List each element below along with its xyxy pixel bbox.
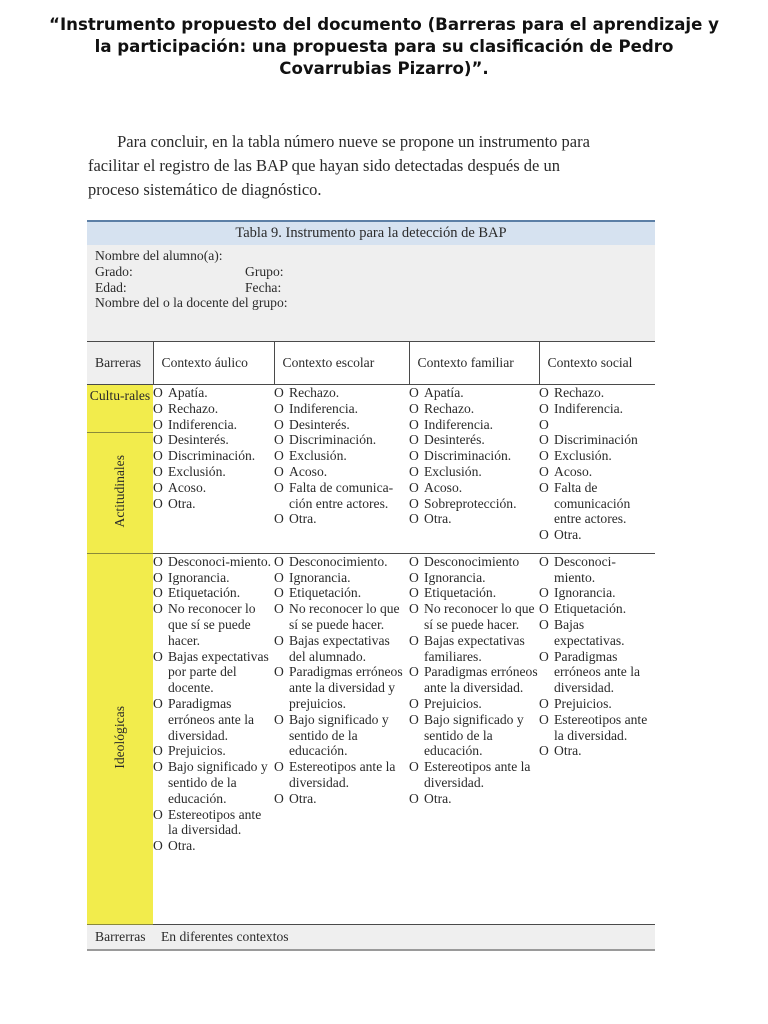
option-item (409, 759, 539, 791)
option-item (274, 791, 409, 807)
age-label: Edad: (95, 279, 127, 295)
option-text: Ignorancia. (554, 585, 616, 601)
option-text: Etiquetación. (424, 585, 497, 601)
option-bullet: O (539, 601, 549, 617)
option-text: Acoso. (424, 479, 463, 495)
option-item (409, 601, 539, 633)
option-bullet: O (539, 400, 549, 416)
option-text: Apatía. (168, 385, 208, 400)
option-text: Acoso. (168, 479, 207, 495)
grade-label: Grado: (95, 263, 133, 279)
label-ideologicas: Ideológicas (87, 553, 153, 924)
label-actitudinales: Actitudinales (87, 432, 153, 553)
option-item (539, 649, 655, 696)
option-text: Desinterés. (289, 416, 350, 432)
option-bullet: O (153, 569, 163, 585)
option-text: Otra. (289, 790, 317, 806)
option-bullet: O (274, 385, 284, 400)
option-bullet: O (409, 511, 419, 527)
option-text: Exclusión. (168, 463, 226, 479)
cell-actitudinales-familiar (409, 432, 539, 553)
option-text: Ignorancia. (289, 569, 351, 585)
option-bullet: O (409, 569, 419, 585)
option-bullet: O (539, 585, 549, 601)
option-item (153, 554, 274, 570)
option-item (539, 448, 655, 464)
option-bullet: O (409, 479, 419, 495)
option-bullet: O (153, 838, 163, 854)
option-item (274, 511, 409, 527)
option-text: Bajo significado y sentido de la educación. (289, 711, 389, 759)
option-item (539, 585, 655, 601)
header-contexto-social: Contexto social (539, 342, 655, 385)
option-bullet: O (539, 617, 549, 633)
option-item (409, 480, 539, 496)
cell-ideologicas-aulico (153, 553, 274, 924)
cell-ideologicas-familiar (409, 553, 539, 924)
option-bullet: O (274, 664, 284, 680)
option-text: Otra. (168, 838, 196, 854)
option-item (409, 464, 539, 480)
option-bullet: O (409, 495, 419, 511)
option-item (539, 527, 655, 543)
option-text: Otra. (554, 527, 582, 543)
option-bullet: O (409, 400, 419, 416)
option-text: Desconoci-miento. (168, 553, 272, 569)
option-item (409, 570, 539, 586)
table-footer-row (87, 924, 655, 950)
option-bullet: O (153, 463, 163, 479)
option-item (409, 554, 539, 570)
option-text: Discriminación (554, 432, 638, 448)
option-item (274, 385, 409, 401)
option-bullet: O (274, 416, 284, 432)
option-bullet: O (274, 632, 284, 648)
cell-culturales-social (539, 385, 655, 433)
option-item (539, 617, 655, 649)
option-item (409, 511, 539, 527)
option-item (153, 649, 274, 696)
table-header-row (87, 342, 655, 385)
option-bullet: O (153, 400, 163, 416)
option-text: Etiquetación. (168, 585, 241, 601)
option-text (554, 417, 655, 433)
option-bullet: O (409, 432, 419, 448)
option-text: Desinterés. (424, 432, 485, 448)
option-item (153, 448, 274, 464)
option-item (274, 464, 409, 480)
option-bullet: O (274, 585, 284, 601)
option-item (539, 417, 655, 433)
option-bullet: O (539, 479, 549, 495)
option-bullet: O (274, 790, 284, 806)
option-bullet: O (153, 495, 163, 511)
option-text: Rechazo. (554, 385, 605, 400)
option-text: Paradigmas erróneos ante la diversidad. (424, 664, 538, 696)
option-text: Discriminación. (424, 448, 512, 464)
option-item (153, 496, 274, 512)
cell-actitudinales-escolar (274, 432, 409, 553)
option-bullet: O (153, 759, 163, 775)
option-item (274, 601, 409, 633)
option-text: Indiferencia. (289, 400, 359, 416)
option-bullet: O (274, 463, 284, 479)
option-text: Bajas expectativas del alumnado. (289, 632, 390, 664)
option-text: Indiferencia. (168, 416, 238, 432)
option-bullet: O (153, 448, 163, 464)
option-text: Paradigmas erróneos ante la diversidad. (554, 648, 641, 696)
option-text: Otra. (424, 511, 452, 527)
option-bullet: O (153, 585, 163, 601)
option-text: Otra. (289, 511, 317, 527)
header-contexto-aulico: Contexto áulico (153, 342, 274, 385)
cell-ideologicas-social (539, 553, 655, 924)
option-bullet: O (274, 432, 284, 448)
option-item (539, 401, 655, 417)
option-text: Otra. (168, 495, 196, 511)
option-item (153, 585, 274, 601)
option-bullet: O (539, 648, 549, 664)
option-text: Desinterés. (168, 432, 229, 448)
option-item (409, 712, 539, 759)
option-item (409, 385, 539, 401)
option-text: Estereotipos ante la diversidad. (168, 806, 262, 838)
option-bullet: O (274, 448, 284, 464)
option-text: Paradigmas erróneos ante la diversidad. (168, 696, 255, 743)
option-item (153, 807, 274, 839)
option-item (153, 838, 274, 854)
option-bullet: O (153, 601, 163, 617)
option-text: Desconoci-miento. (554, 553, 616, 585)
option-item (274, 585, 409, 601)
option-item (274, 759, 409, 791)
option-text: No reconocer lo que sí se puede hacer. (424, 601, 535, 633)
option-item (153, 601, 274, 648)
option-text: Prejuicios. (554, 696, 612, 712)
option-item (274, 633, 409, 665)
cell-culturales-familiar (409, 385, 539, 433)
option-item (274, 554, 409, 570)
option-item (539, 432, 655, 448)
option-text: Bajas expectativas familiares. (424, 632, 525, 664)
option-item (274, 664, 409, 711)
option-item (153, 570, 274, 586)
option-text: Acoso. (289, 463, 328, 479)
option-text: Desconocimiento. (289, 553, 388, 569)
option-bullet: O (539, 385, 549, 400)
option-bullet: O (539, 463, 549, 479)
option-text: Prejuicios. (424, 696, 482, 712)
option-text: Acoso. (554, 463, 593, 479)
option-bullet: O (153, 696, 163, 712)
option-item (409, 401, 539, 417)
option-bullet: O (409, 759, 419, 775)
option-item (153, 480, 274, 496)
footer-contextos: En diferentes contextos (153, 924, 655, 950)
option-item (539, 696, 655, 712)
option-text: Exclusión. (554, 448, 612, 464)
footer-barreras: Barrerras (87, 924, 153, 950)
option-text: Exclusión. (289, 448, 347, 464)
option-bullet: O (409, 463, 419, 479)
option-bullet: O (409, 585, 419, 601)
option-bullet: O (539, 743, 549, 759)
cell-culturales-aulico (153, 385, 274, 433)
option-text: Rechazo. (289, 385, 340, 400)
student-name-label: Nombre del alumno(a): (95, 248, 223, 263)
option-bullet: O (409, 664, 419, 680)
option-item (274, 417, 409, 433)
option-item (153, 417, 274, 433)
option-item (274, 570, 409, 586)
header-barreras: Barreras (87, 342, 153, 385)
option-bullet: O (409, 448, 419, 464)
date-label: Fecha: (245, 279, 282, 295)
cell-actitudinales-social (539, 432, 655, 553)
option-text: Apatía. (424, 385, 464, 400)
option-text: Indiferencia. (424, 416, 494, 432)
option-item (274, 432, 409, 448)
option-item (409, 633, 539, 665)
option-bullet: O (409, 696, 419, 712)
option-text: Desconocimiento (424, 553, 520, 569)
option-bullet: O (409, 632, 419, 648)
header-contexto-escolar: Contexto escolar (274, 342, 409, 385)
option-bullet: O (409, 790, 419, 806)
option-text: Rechazo. (424, 400, 475, 416)
cell-actitudinales-aulico (153, 432, 274, 553)
option-item (274, 480, 409, 512)
option-text: Paradigmas erróneos ante la diversidad y prejuicios. (289, 664, 403, 712)
option-text: Estereotipos ante la diversidad. (289, 759, 396, 791)
option-item (409, 791, 539, 807)
option-bullet: O (153, 479, 163, 495)
option-item (409, 448, 539, 464)
option-bullet: O (409, 601, 419, 617)
option-text: No reconocer lo que sí se puede hacer. (168, 601, 256, 648)
option-text: Discriminación. (289, 432, 377, 448)
option-text: Bajas expectativas por parte del docente. (168, 648, 269, 696)
option-bullet: O (539, 432, 549, 448)
option-bullet: O (539, 711, 549, 727)
option-item (409, 664, 539, 696)
intro-paragraph: Para concluir, en la tabla número nueve se propone un instrumento para facilitar el registro de las BAP que hayan sido detectadas después de un proceso sistemático de diagnóstico. (88, 132, 590, 199)
option-bullet: O (409, 553, 419, 569)
option-text: Rechazo. (168, 400, 219, 416)
option-bullet: O (153, 432, 163, 448)
header-contexto-familiar: Contexto familiar (409, 342, 539, 385)
option-text: Sobreprotección. (424, 495, 517, 511)
option-bullet: O (274, 479, 284, 495)
row-culturales (87, 385, 655, 433)
option-item (409, 417, 539, 433)
option-text: Otra. (424, 790, 452, 806)
table-caption: Tabla 9. Instrumento para la detección de BAP (87, 221, 655, 245)
cell-ideologicas-escolar (274, 553, 409, 924)
option-bullet: O (274, 711, 284, 727)
option-text: Ignorancia. (424, 569, 486, 585)
option-text: Otra. (554, 743, 582, 759)
option-text: Falta de comunicación entre actores. (554, 479, 631, 527)
option-item (539, 554, 655, 586)
option-item (539, 480, 655, 527)
option-item (153, 385, 274, 401)
option-item (153, 432, 274, 448)
option-text: Prejuicios. (168, 743, 226, 759)
option-bullet: O (274, 601, 284, 617)
option-item (539, 601, 655, 617)
option-item (274, 401, 409, 417)
option-text: Exclusión. (424, 463, 482, 479)
option-item (153, 743, 274, 759)
option-bullet: O (274, 759, 284, 775)
option-item (274, 448, 409, 464)
option-item (539, 464, 655, 480)
option-text: Discriminación. (168, 448, 256, 464)
option-bullet: O (153, 385, 163, 400)
option-bullet: O (274, 569, 284, 585)
option-bullet: O (539, 553, 549, 569)
document-heading: “Instrumento propuesto del documento (Barreras para el aprendizaje y la participación: una propuesta para su clasificación de Pedro Covarrubias Pizarro)”. (49, 15, 719, 78)
option-bullet: O (153, 648, 163, 664)
student-info-block (87, 245, 655, 342)
option-item (153, 759, 274, 806)
option-bullet: O (539, 696, 549, 712)
option-item (539, 743, 655, 759)
option-text: Bajo significado y sentido de la educación. (424, 711, 524, 759)
option-item (539, 712, 655, 744)
option-bullet: O (539, 416, 549, 432)
option-bullet: O (274, 400, 284, 416)
option-bullet: O (274, 511, 284, 527)
option-bullet: O (409, 416, 419, 432)
teacher-name-label: Nombre del o la docente del grupo: (95, 295, 288, 311)
option-text: Etiquetación. (554, 601, 627, 617)
option-bullet: O (539, 527, 549, 543)
option-text: Indiferencia. (554, 400, 624, 416)
option-item (153, 696, 274, 743)
option-text: Ignorancia. (168, 569, 230, 585)
group-label: Grupo: (245, 263, 284, 279)
option-text: No reconocer lo que sí se puede hacer. (289, 601, 400, 633)
option-item (409, 585, 539, 601)
option-bullet: O (274, 553, 284, 569)
option-text: Etiquetación. (289, 585, 362, 601)
option-item (153, 401, 274, 417)
option-item (539, 385, 655, 401)
option-item (409, 432, 539, 448)
row-actitudinales (87, 432, 655, 553)
option-text: Estereotipos ante la diversidad. (554, 711, 648, 743)
option-item (274, 712, 409, 759)
option-bullet: O (409, 711, 419, 727)
cell-culturales-escolar (274, 385, 409, 433)
option-item (409, 696, 539, 712)
option-bullet: O (153, 416, 163, 432)
bap-instrument-table (87, 220, 655, 951)
option-bullet: O (539, 448, 549, 464)
option-text: Bajas expectativas. (554, 617, 625, 648)
option-bullet: O (153, 553, 163, 569)
label-culturales: Cultu-rales (87, 385, 153, 433)
option-text: Estereotipos ante la diversidad. (424, 759, 531, 791)
option-item (153, 464, 274, 480)
option-bullet: O (153, 743, 163, 759)
row-ideologicas (87, 553, 655, 924)
option-bullet: O (409, 385, 419, 400)
option-text: Falta de comunica-ción entre actores. (289, 479, 394, 511)
option-item (409, 496, 539, 512)
option-text: Bajo significado y sentido de la educación. (168, 759, 268, 806)
option-bullet: O (153, 806, 163, 822)
